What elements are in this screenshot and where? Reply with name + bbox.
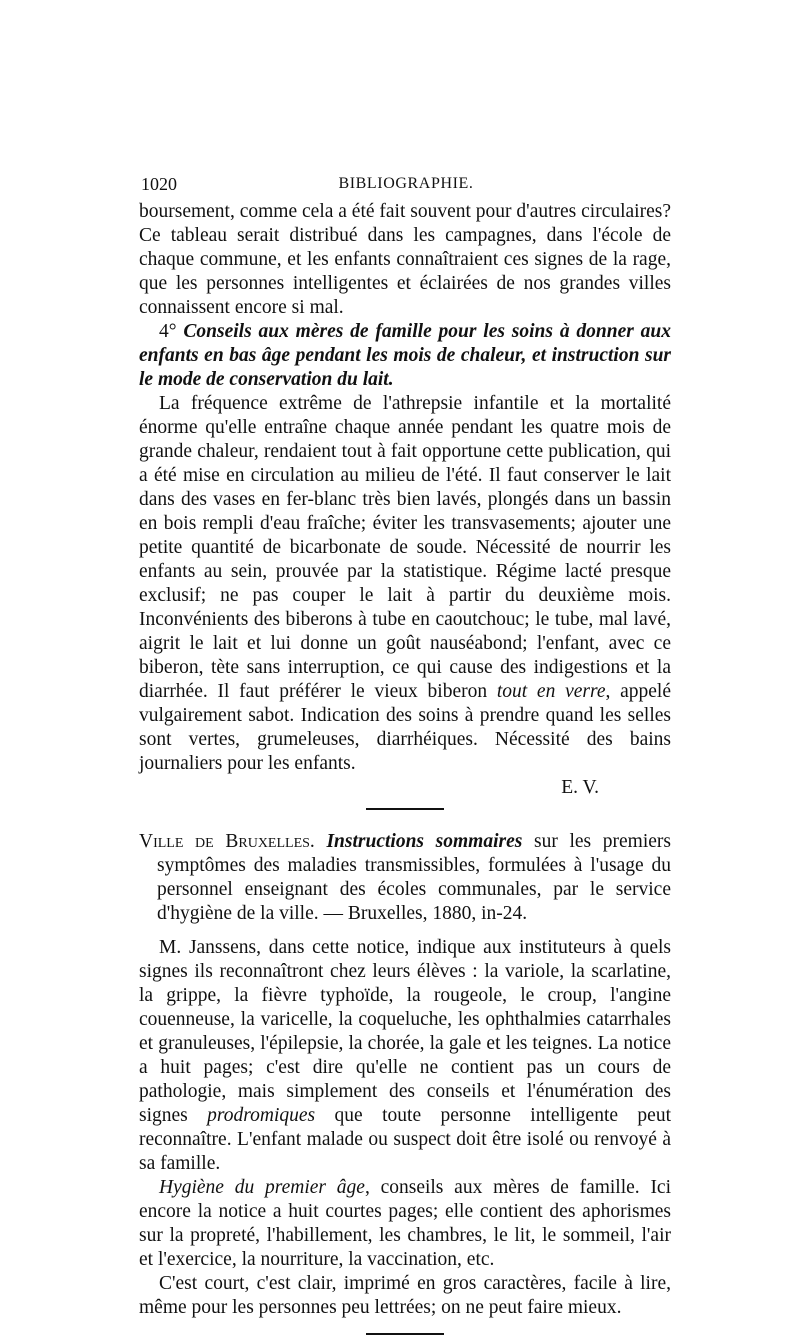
heading-text: Conseils aux mères de famille pour les soins à donner aux enfants en bas âge pendant les mois de chaleur, et instruction sur le mode de conservation du lait. xyxy=(139,321,672,390)
section-heading xyxy=(139,320,671,392)
review-paragraph-2: Hygiène du premier âge, conseils aux mères de famille. Ici encore la notice a huit courtes pages; elle contient des aphorismes sur la propreté, l'habillement, les chambres, le lit, le sommeil, l'air et l'exercice, la nourriture, la vaccination, etc. xyxy=(139,1177,672,1270)
review-paragraph-3: C'est court, c'est clair, imprimé en gros caractères, facile à lire, même pour les personnes peu lettrées; on ne peut faire mieux. xyxy=(139,1273,671,1318)
emphasis-hygiene: Hygiène du premier âge xyxy=(159,1177,365,1198)
bibliographic-entry xyxy=(139,830,671,926)
emphasis-prodromiques: prodromiques xyxy=(207,1105,316,1126)
entry-title: Instructions sommaires xyxy=(326,831,523,852)
running-title: BIBLIOGRAPHIE. xyxy=(338,175,474,192)
continued-paragraph: boursement, comme cela a été fait souvent pour d'autres circulaires? Ce tableau serait distribué dans les campagnes, dans l'école de chaque commune, et les enfants connaîtraient ces signes de la rage, que les personnes intelligentes et éclairées de nos grandes villes connaissent encore si mal. xyxy=(139,201,671,318)
entry-author: Ville de Bruxelles. xyxy=(139,831,315,852)
section-divider xyxy=(366,808,444,810)
heading-number: 4° xyxy=(159,321,177,342)
signature: E. V. xyxy=(561,777,599,798)
review-paragraph-1: M. Janssens, dans cette notice, indique aux instituteurs à quels signes ils reconnaîtront chez leurs élèves : la variole, la scarlatine, la grippe, la fièvre typhoïde, la rougeole, le croup, l'angine couenneuse, la varicelle, la coqueluche, les ophthalmies catarrhales et granuleuses, l'épilepsie, la chorée, la gale et les teignes. La notice a huit pages; c'est dire qu'elle ne contient pas un cours de pathologie, mais simplement des conseils et l'énumération des signes prodromiques que toute personne intelligente peut reconnaître. L'enfant malade ou suspect doit être isolé ou renvoyé à sa famille. xyxy=(139,937,671,1174)
summary-paragraph: La fréquence extrême de l'athrepsie infantile et la mortalité énorme qu'elle entraîne chaque année pendant les quatre mois de grande chaleur, rendaient tout à fait opportune cette publication, qui a été mise en circulation au milieu de l'été. Il faut conserver le lait dans des vases en fer-blanc très bien lavés, plongés dans un bassin en bois rempli d'eau fraîche; éviter les transvasements; ajouter une petite quantité de bicarbonate de soude. Nécessité de nourrir les enfants au sein, prouvée par la statistique. Régime lacté presque exclusif; ne pas couper le lait à partir du deuxième mois. Inconvénients des biberons à tube en caoutchouc; le tube, mal lavé, aigrit le lait et lui donne un goût nauséabond; l'enfant, avec ce biberon, tète sans interruption, ce qui cause des indigestions et la diarrhée. Il faut préférer le vieux biberon tout en verre, appelé vulgairement sabot. Indication des soins à prendre quand les selles sont vertes, grumeleuses, diarrhéiques. Nécessité des bains journaliers pour les enfants. xyxy=(139,393,672,774)
emphasis-tout-en-verre: tout en verre xyxy=(496,681,606,702)
entry-details: sur les premiers symptômes des maladies transmissibles, formulées à l'usage du personnel enseignant des écoles communales, par le service d'hygiène de la ville. — Bruxelles, 1880, in-24. xyxy=(157,831,671,924)
page-number: 1020 xyxy=(141,174,177,194)
signature-line xyxy=(139,776,671,800)
page-body xyxy=(139,200,671,1335)
